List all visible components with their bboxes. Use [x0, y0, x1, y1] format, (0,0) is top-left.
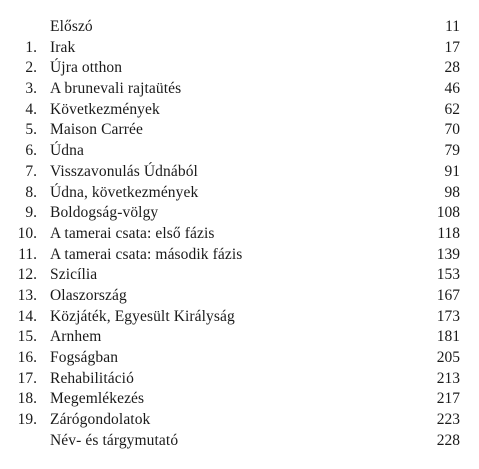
toc-entry [0, 79, 479, 100]
page-number: 223 [436, 411, 460, 429]
chapter-title: A brunevali rajtaütés [50, 80, 182, 98]
toc-entry [0, 348, 479, 369]
page-number: 217 [436, 390, 460, 408]
page-number: 139 [436, 245, 460, 263]
toc-entry [0, 369, 479, 390]
toc-entry [0, 265, 479, 286]
toc-entry [0, 58, 479, 79]
page-number: 153 [436, 266, 460, 284]
chapter-title: Következmények [50, 100, 160, 118]
toc-entry [0, 431, 479, 452]
toc-entry [0, 224, 479, 245]
chapter-title: Visszavonulás Údnából [50, 162, 198, 180]
chapter-number: 5. [25, 121, 37, 139]
toc-entry [0, 245, 479, 266]
page-number: 118 [437, 224, 460, 242]
page-number: 228 [436, 431, 460, 449]
page-number: 98 [444, 183, 460, 201]
chapter-title: Fogságban [50, 349, 119, 366]
chapter-title: Maison Carrée [50, 121, 143, 139]
chapter-number: 19. [17, 411, 37, 429]
chapter-number: 13. [17, 286, 37, 304]
page-number: 108 [436, 204, 460, 222]
chapter-number: 2. [25, 59, 37, 77]
chapter-number: 10. [17, 224, 37, 242]
chapter-number: 4. [25, 100, 37, 118]
toc-entry [0, 141, 479, 162]
toc-entry [0, 286, 479, 307]
page-number: 17 [444, 38, 460, 56]
chapter-title: Rehabilitáció [50, 369, 134, 387]
chapter-title: Olaszország [50, 286, 127, 304]
chapter-number: 7. [25, 162, 37, 180]
chapter-number: 17. [17, 369, 37, 387]
page-number: 91 [444, 162, 460, 180]
chapter-number: 11. [18, 245, 37, 263]
chapter-number: 8. [25, 183, 37, 201]
chapter-title: Előszó [50, 18, 93, 35]
chapter-title: Név- és tárgymutató [50, 431, 179, 449]
chapter-title: Zárógondolatok [50, 411, 151, 429]
toc-entry [0, 327, 479, 348]
chapter-number: 15. [17, 328, 37, 346]
page-number: 205 [436, 349, 460, 366]
table-of-contents [0, 17, 479, 451]
page-number: 28 [444, 59, 460, 77]
chapter-title: Údna, következmények [50, 183, 199, 201]
chapter-title: Közjáték, Egyesült Királyság [50, 307, 235, 325]
chapter-title: Údna [50, 142, 84, 160]
page-number: 167 [436, 286, 460, 304]
page-number: 70 [444, 121, 460, 139]
chapter-title: Boldogság-völgy [50, 204, 159, 222]
chapter-title: A tamerai csata: második fázis [50, 245, 243, 263]
chapter-title: A tamerai csata: első fázis [50, 224, 215, 242]
chapter-title: Irak [50, 38, 76, 56]
chapter-number: 1. [25, 38, 37, 56]
chapter-title: Szicília [50, 266, 98, 284]
toc-entry [0, 203, 479, 224]
toc-entry [0, 38, 479, 59]
chapter-number: 16. [17, 349, 37, 366]
chapter-title: Újra otthon [50, 59, 123, 77]
page-number: 173 [436, 307, 460, 325]
toc-entry [0, 120, 479, 141]
page-number: 181 [436, 328, 460, 346]
toc-entry [0, 183, 479, 204]
chapter-title: Megemlékezés [50, 390, 145, 408]
chapter-number: 12. [17, 266, 37, 284]
page-number: 62 [444, 100, 460, 118]
toc-entry [0, 162, 479, 183]
page-number: 213 [436, 369, 460, 387]
chapter-title: Arnhem [50, 328, 102, 346]
chapter-number: 3. [25, 80, 37, 98]
chapter-number: 9. [25, 204, 37, 222]
toc-entry [0, 17, 479, 38]
toc-entry [0, 100, 479, 121]
chapter-number: 6. [25, 142, 37, 160]
toc-entry [0, 307, 479, 328]
chapter-number: 14. [17, 307, 37, 325]
page-number: 11 [445, 18, 460, 35]
page-number: 79 [444, 142, 460, 160]
chapter-number: 18. [17, 390, 37, 408]
toc-entry [0, 410, 479, 431]
page-number: 46 [444, 80, 460, 98]
toc-entry [0, 389, 479, 410]
